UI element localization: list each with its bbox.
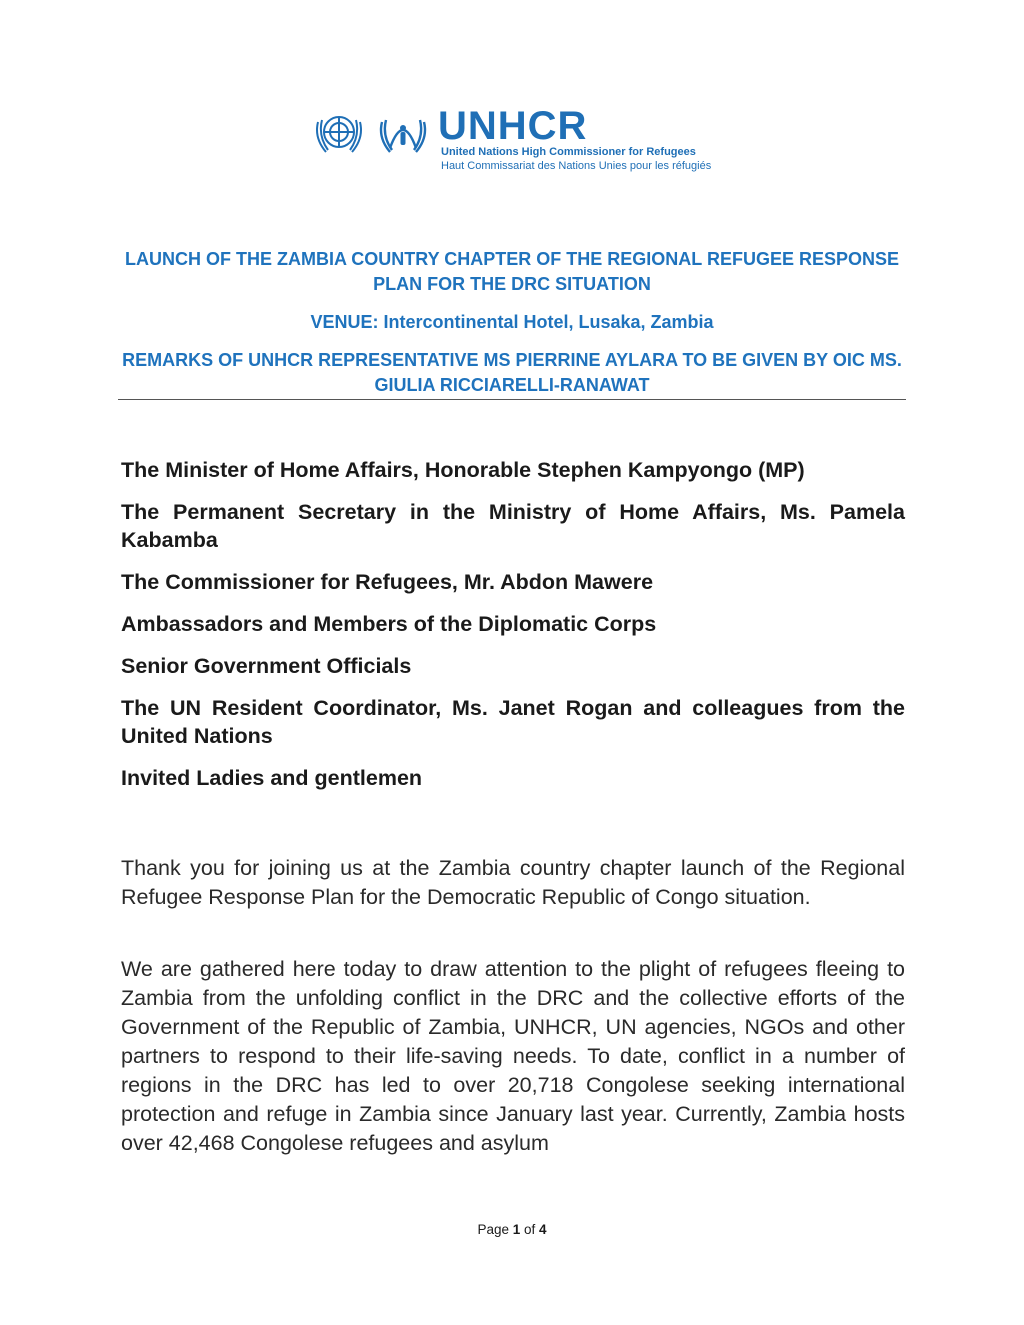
unhcr-emblem-icon bbox=[372, 108, 434, 160]
logo-subtitle-en: United Nations High Commissioner for Refugees bbox=[441, 146, 696, 158]
of-word: of bbox=[524, 1222, 536, 1237]
salutation-item: The Permanent Secretary in the Ministry of Home Affairs, Ms. Pamela Kabamba bbox=[121, 500, 905, 552]
unhcr-wordmark: UNHCR bbox=[438, 104, 588, 148]
page-number: 1 bbox=[512, 1222, 521, 1237]
salutation-item: The UN Resident Coordinator, Ms. Janet Rogan and colleagues from the United Nations bbox=[121, 696, 905, 748]
page-total: 4 bbox=[539, 1222, 547, 1237]
body-paragraph-1: Thank you for joining us at the Zambia country chapter launch of the Regional Refugee Response Plan for the Democratic Republic of Congo situation. bbox=[121, 856, 905, 909]
remarks-line: REMARKS OF UNHCR REPRESENTATIVE MS PIERRINE AYLARA TO BE GIVEN BY OIC MS. GIULIA RICCIARELLI-RANAWAT bbox=[122, 350, 902, 395]
unhcr-logo bbox=[308, 104, 748, 174]
salutation-item: The Commissioner for Refugees, Mr. Abdon Mawere bbox=[121, 570, 654, 594]
logo-subtitle-fr: Haut Commissariat des Nations Unies pour les réfugiés bbox=[441, 160, 712, 172]
salutation-item: Ambassadors and Members of the Diplomatic Corps bbox=[121, 612, 657, 636]
page-word: Page bbox=[477, 1222, 509, 1237]
title-divider bbox=[118, 399, 906, 400]
salutation-item: Invited Ladies and gentlemen bbox=[121, 766, 423, 790]
page-footer bbox=[0, 1222, 1024, 1237]
body-paragraph-2: We are gathered here today to draw attention to the plight of refugees fleeing to Zambia from the unfolding conflict in the DRC and the collective efforts of the Government of the Republic of Zambia, UNHCR, UN agencies, NGOs and other partners to respond to their life-saving needs. To date, conflict in a number of regions in the DRC has led to over 20,718 Congolese seeking international protection and refuge in Zambia since January last year. Currently, Zambia hosts over 42,468 Congolese refugees and asylum bbox=[121, 957, 905, 1155]
document-title: LAUNCH OF THE ZAMBIA COUNTRY CHAPTER OF THE REGIONAL REFUGEE RESPONSE PLAN FOR THE DRC SITUATION bbox=[124, 249, 900, 294]
salutation-list bbox=[121, 456, 905, 806]
salutation-item: Senior Government Officials bbox=[121, 654, 412, 678]
salutation-item: The Minister of Home Affairs, Honorable Stephen Kampyongo (MP) bbox=[121, 458, 805, 482]
venue-line: VENUE: Intercontinental Hotel, Lusaka, Zambia bbox=[310, 312, 714, 332]
un-emblem-icon bbox=[308, 108, 370, 160]
